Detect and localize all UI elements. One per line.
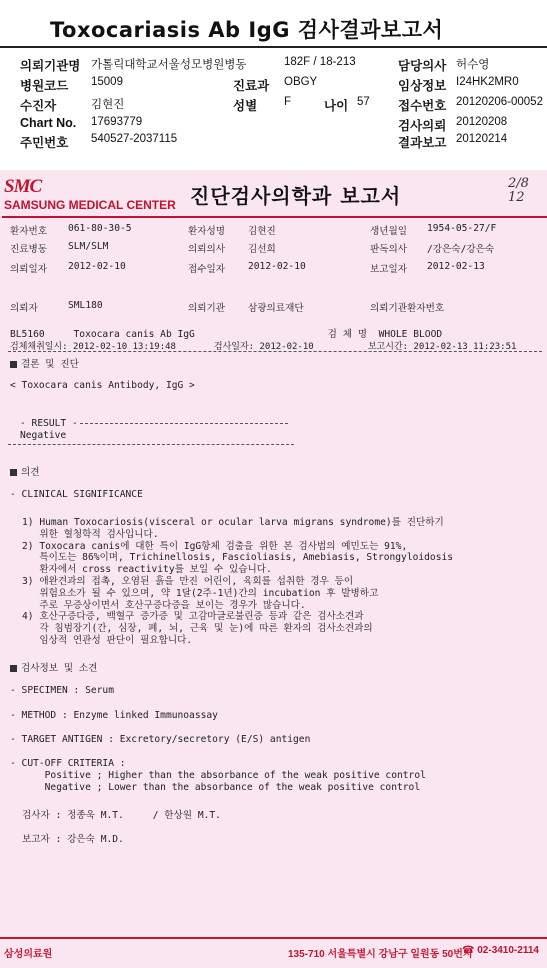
info-label: 진료병동 — [10, 244, 48, 255]
significance-line: 위험요소가 될 수 있으며, 약 1달(2주-1년)간의 incubation 후 발병하고 — [22, 587, 379, 599]
handwritten-line-2: 12 — [508, 190, 525, 205]
info-value: 1954-05-27/F — [427, 223, 497, 234]
info-label: 보고일자 — [370, 264, 408, 275]
time-line: 검체채취일시: 2012-02-10 13:19:48 검사일자: 2012-02-10 보고시간: 2012-02-13 11:23:51 — [10, 342, 517, 352]
handwritten-line-1: 2/8 — [508, 176, 529, 191]
ward-value: 182F / 18-213 — [284, 56, 356, 68]
reporter-line: 보고자 : 강은숙 M.D. — [22, 834, 124, 845]
antigen-line: - TARGET ANTIGEN : Excretory/secretory (E/S) antigen — [10, 734, 311, 745]
info-label: 접수일자 — [188, 264, 226, 275]
rrn-label: 주민번호 — [20, 136, 69, 150]
section-bullet-icon — [10, 469, 17, 476]
info-label: 생년월일 — [370, 226, 408, 237]
header-row-3 — [0, 96, 547, 112]
test-line: BL5160 Toxocara canis Ab IgG 검 체 명 WHOLE BLOOD — [10, 329, 443, 340]
section-bullet-icon — [10, 665, 17, 672]
report-title: Toxocariasis Ab IgG 검사결과보고서 — [50, 18, 444, 42]
inst-value-1: SML180 — [68, 300, 103, 311]
significance-line: 위한 혈청학적 검사입니다. — [22, 528, 159, 540]
significance-line: 2) Toxocara canis에 대한 특이 IgG항체 검출을 위한 본 검사법의 예민도는 91%, — [22, 540, 408, 552]
clinical-value: I24HK2MR0 — [456, 76, 519, 88]
antibody-line: < Toxocara canis Antibody, IgG > — [10, 380, 195, 391]
info-label: 의뢰의사 — [188, 244, 226, 255]
info-header-text: 검사정보 및 소견 — [21, 663, 98, 674]
opinion-header-text: 의견 — [21, 467, 40, 478]
receipt-label: 접수번호 — [398, 99, 447, 113]
specimen-line: - SPECIMEN : Serum — [10, 685, 114, 696]
dept-value: 가톨릭대학교서울성모병원병동 — [91, 59, 247, 71]
smc-logo-mark: SMC — [4, 176, 42, 197]
result-value: Negative — [20, 430, 67, 441]
significance-line: 주로 무증상이면서 호산구증다증을 보이는 경우가 많습니다. — [22, 599, 306, 611]
negative-line: Negative ; Lower than the absorbance of the weak positive control — [10, 782, 421, 793]
result-header — [10, 356, 79, 370]
reported-label: 결과보고 — [398, 136, 447, 150]
smc-logo-name: SAMSUNG MEDICAL CENTER — [4, 198, 176, 212]
doctor-label: 담당의사 — [398, 59, 447, 73]
header-row-2 — [0, 76, 547, 92]
doctor-value: 허수영 — [456, 59, 490, 71]
info-header — [10, 660, 97, 674]
inst-value-2: 삼광의료재단 — [248, 303, 304, 314]
significance-line: 특이도는 86%이며, Trichinellosis, Fascioliasis, Amebiasis, Strongyloidosis — [22, 552, 454, 564]
info-value: SLM/SLM — [68, 241, 109, 252]
positive-line: Positive ; Higher than the absorbance of the weak positive control — [10, 770, 426, 781]
header-row-5 — [0, 133, 547, 149]
requested-label: 검사의뢰 — [398, 119, 447, 133]
significance-line: 임상적 연관성 판단이 필요합니다. — [22, 635, 193, 646]
info-value: 061-80-30-5 — [68, 223, 132, 234]
footer-brand: 삼성의료원 — [4, 949, 53, 960]
requested-value: 20120208 — [456, 116, 508, 128]
info-value: 김현진 — [248, 226, 276, 237]
footer-address: 135-710 서울특별시 강남구 일원동 50번지 — [288, 949, 473, 960]
inst-label-1: 의뢰자 — [10, 303, 38, 314]
receipt-value: 20120206-00052 — [456, 96, 543, 108]
tester-line: 검사자 : 정종욱 M.T. / 한상원 M.T. — [22, 810, 221, 821]
info-value: /강은숙/강은숙 — [427, 244, 495, 255]
handwritten-note — [508, 177, 529, 205]
hosp-code-label: 병원코드 — [20, 79, 69, 93]
result-label: - RESULT - — [20, 418, 78, 429]
inst-label-3: 의뢰기관환자번호 — [370, 303, 445, 314]
sex-label: 성별 — [233, 99, 258, 113]
dash-divider-1 — [8, 351, 542, 352]
method-line: - METHOD : Enzyme linked Immunoassay — [10, 710, 218, 721]
info-value: 2012-02-10 — [248, 261, 306, 272]
header-divider — [0, 46, 547, 48]
footer-phone: ☎ 02-3410-2114 — [462, 945, 539, 956]
dept-label: 의뢰기관명 — [20, 59, 81, 73]
reported-value: 20120214 — [456, 133, 508, 145]
hosp-code-value: 15009 — [91, 76, 123, 88]
dash-divider-2 — [8, 444, 294, 445]
age-value: 57 — [357, 96, 370, 108]
section-bullet-icon — [10, 361, 17, 368]
info-label: 의뢰일자 — [10, 264, 48, 275]
clinic-label: 진료과 — [233, 79, 270, 93]
patient-label: 수진자 — [20, 99, 57, 113]
chart-value: 17693779 — [91, 116, 143, 128]
inst-label-2: 의뢰기관 — [188, 303, 226, 314]
info-label: 환자성명 — [188, 226, 226, 237]
opinion-header — [10, 464, 40, 478]
lab-report-header — [0, 0, 547, 162]
info-label: 판독의사 — [370, 244, 408, 255]
significance-line: 3) 애완견과의 접촉, 오염된 흙을 만진 어린이, 육회를 섭취한 경우 등이 — [22, 576, 354, 587]
header-row-1 — [0, 56, 547, 72]
info-label: 환자번호 — [10, 226, 48, 237]
cutoff-line: - CUT-OFF CRITERIA : — [10, 758, 126, 769]
clinical-label: 임상정보 — [398, 79, 447, 93]
clinical-significance: - CLINICAL SIGNIFICANCE — [10, 489, 143, 500]
info-value: 2012-02-13 — [427, 261, 485, 272]
chart-label: Chart No. — [20, 116, 77, 130]
info-value: 김선희 — [248, 244, 276, 255]
result-header-text: 결론 및 진단 — [21, 359, 79, 370]
report-heading: 진단검사의학과 보고서 — [190, 184, 402, 208]
significance-line: 환자에서 cross reactivity를 보일 수 있습니다. — [22, 564, 272, 576]
age-label: 나이 — [324, 99, 349, 113]
clinic-value: OBGY — [284, 76, 318, 88]
header-row-4 — [0, 116, 547, 132]
significance-line: 1) Human Toxocariosis(visceral or ocular larva migrans syndrome)를 진단하기 — [22, 517, 444, 528]
footer-divider — [0, 937, 547, 939]
rrn-value: 540527-2037115 — [91, 133, 178, 145]
significance-line: 4) 호산구증다증, 백혈구 증가증 및 고감마글로불린증 등과 같은 검사소견과 — [22, 611, 364, 623]
significance-line: 각 침범장기(간, 심장, 폐, 뇌, 근육 및 눈)에 따른 환자의 검사소견과의 — [22, 623, 373, 635]
smc-logo — [4, 176, 176, 212]
info-value: 2012-02-10 — [68, 261, 126, 272]
sex-value: F — [284, 96, 292, 108]
report-red-divider — [2, 216, 547, 218]
result-dash — [80, 423, 288, 424]
patient-value: 김현진 — [91, 99, 125, 111]
